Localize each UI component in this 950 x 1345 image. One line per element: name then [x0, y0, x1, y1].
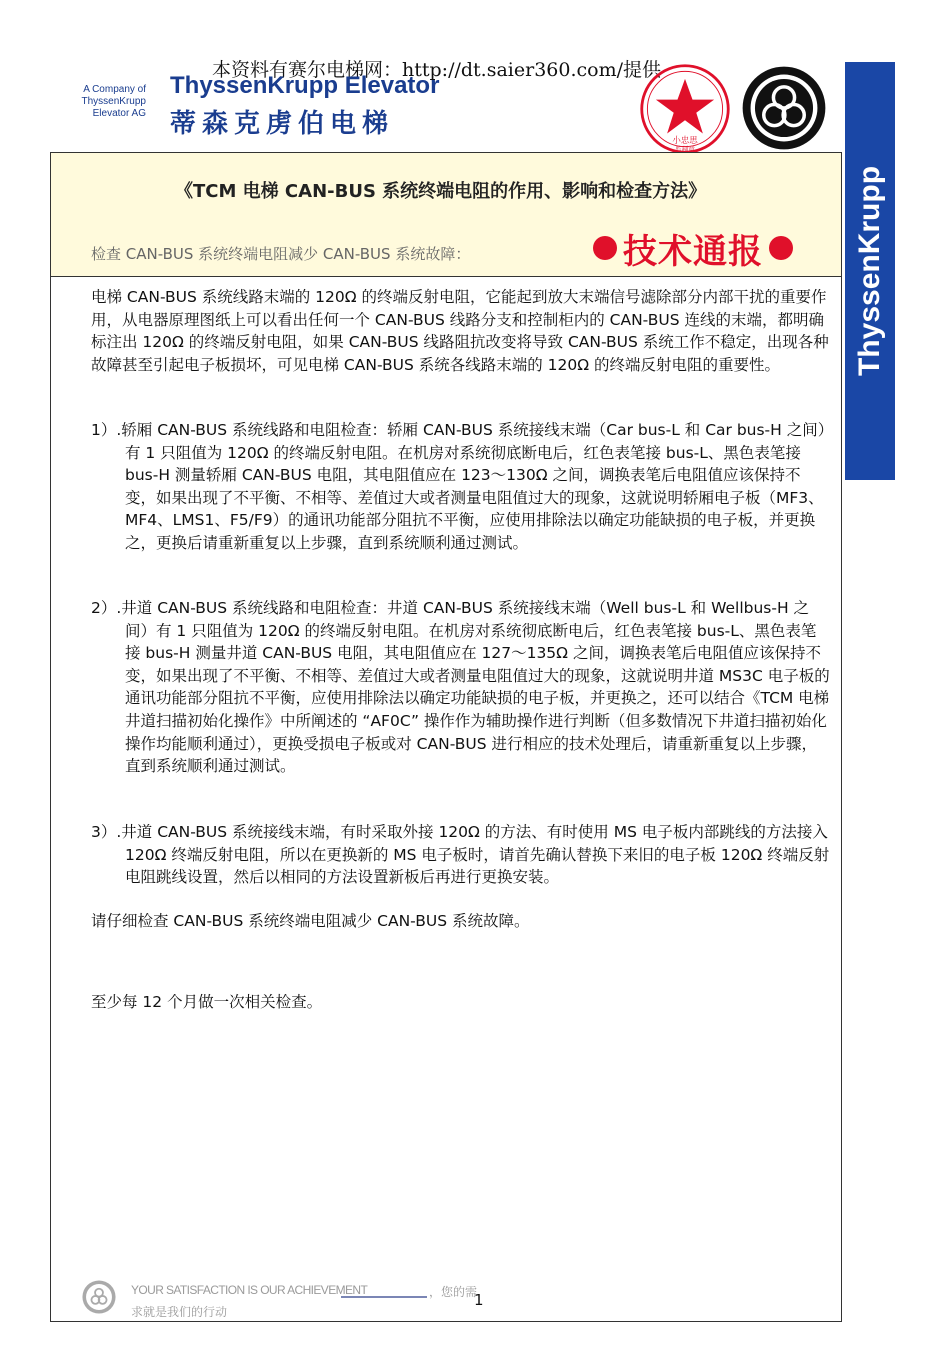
official-seal: [638, 62, 732, 156]
seal-star-icon: [656, 79, 714, 134]
check-item-car: 1）.轿厢 CAN-BUS 系统线路和电阻检查：轿厢 CAN-BUS 系统接线末端（Car bus-L 和 Car bus-H 之间）有 1 只阻值为 120Ω 的终端反射电阻。在机房对系统彻底断电后，红色表笔接 bus-L、黑色表笔接 bus-H 测量轿厢 CAN-BUS 电阻，其电阻值应在 123～130Ω 之间，调换表笔后电阻值应该保持不变，如果出现了不平衡、不相等、差值过大或者测量电阻值过大的现象，这就说明轿厢电子板（MF3、MF4、LMS1、F5/F9）的通讯功能部分阻抗不平衡，应使用排除法以确定功能缺损的电子板，并更换之，更换后请重新重复以上步骤，直到系统顺利通过测试。: [91, 421, 826, 552]
document-header: [51, 153, 841, 277]
notice-label: 技术通报: [623, 231, 763, 272]
notice-badge: [593, 225, 829, 271]
footer-logo-icon: [81, 1279, 117, 1315]
side-brand-text: ThyssenKrupp: [853, 165, 886, 377]
seal-label: 小忠思: [672, 134, 698, 145]
watermark-text: 本资料有赛尔电梯网：http://dt.saier360.com/提供: [212, 59, 661, 81]
red-dot-icon: [769, 236, 793, 260]
check-item-terminal: 3）.井道 CAN-BUS 系统接线末端，有时采取外接 120Ω 的方法、有时使用 MS 电子板内部跳线的方法接入 120Ω 终端反射电阻，所以在更换新的 MS 电子板时，请首先确认替换下来旧的电子板 120Ω 终端反射电阻跳线设置，然后以相同的方法设置新板后再进行更换安装。: [91, 823, 830, 887]
intro-paragraph: 电梯 CAN-BUS 系统线路末端的 120Ω 的终端反射电阻，它能起到放大末端信号滤除部分内部干扰的重要作用，从电器原理图纸上可以看出任何一个 CAN-BUS 线路分支和控制柜内的 CAN-BUS 连线的末端，都明确标注出 120Ω 的终端反射电阻，如果 CAN-BUS 线路阻抗改变将导致 CAN-BUS 系统工作不稳定，出现各种故障甚至引起电子板损坏，可见电梯 CAN-BUS 系统各线路末端的 120Ω 的终端反射电阻的重要性。: [91, 288, 829, 374]
side-brand-bar: [845, 62, 895, 480]
company-note-line: ThyssenKrupp: [81, 96, 146, 107]
final-note: 至少每 12 个月做一次相关检查。: [91, 993, 323, 1011]
footer-slogan-en: YOUR SATISFACTION IS OUR ACHIEVEMENT: [131, 1283, 368, 1297]
closing-paragraph: 请仔细检查 CAN-BUS 系统终端电阻减少 CAN-BUS 系统故障。: [91, 912, 530, 930]
company-note: [56, 84, 146, 120]
company-note-line: Elevator AG: [92, 108, 146, 119]
thyssenkrupp-logo-icon: [740, 64, 828, 152]
footer-slogan-cn-1: ，您的需: [429, 1285, 478, 1299]
document-frame: [50, 152, 842, 1322]
brand-name-cn: 蒂森克虏伯电梯: [170, 109, 395, 139]
document-title: 《TCM 电梯 CAN-BUS 系统终端电阻的作用、影响和检查方法》: [175, 181, 707, 202]
red-dot-icon: [593, 236, 617, 260]
footer-divider: [341, 1296, 427, 1298]
seal-sublabel: 监制章: [675, 145, 695, 154]
footer-slogan-cn-2: 求就是我们的行动: [131, 1305, 228, 1319]
page-number: 1: [474, 1291, 484, 1309]
document-subtitle: 检查 CAN-BUS 系统终端电阻减少 CAN-BUS 系统故障：: [91, 245, 471, 263]
check-item-hoistway: 2）.井道 CAN-BUS 系统线路和电阻检查：井道 CAN-BUS 系统接线末端（Well bus-L 和 Wellbus-H 之间）有 1 只阻值为 120Ω 的终端反射电阻。在机房对系统彻底断电后，红色表笔接 bus-L、黑色表笔接 bus-H 测量井道 CAN-BUS 电阻，其电阻值应在 127～135Ω 之间，调换表笔后电阻值应该保持不变，如果出现了不平衡、不相等、差值过大或者测量电阻值过大的现象，这就说明井道 MS3C 电子板的通讯功能部分阻抗不平衡，应使用排除法以确定功能缺损的电子板，并更换之，还可以结合《TCM 电梯井道扫描初始化操作》中所阐述的 “AF0C” 操作作为辅助操作进行判断（但多数情况下井道扫描初始化操作均能顺利通过），更换受损电子板或对 CAN-BUS 进行相应的技术处理后，请重新重复以上步骤，直到系统顺利通过测试。: [91, 599, 830, 776]
brand-name-en: ThyssenKrupp Elevator: [170, 72, 440, 99]
company-note-line: A Company of: [83, 84, 146, 95]
